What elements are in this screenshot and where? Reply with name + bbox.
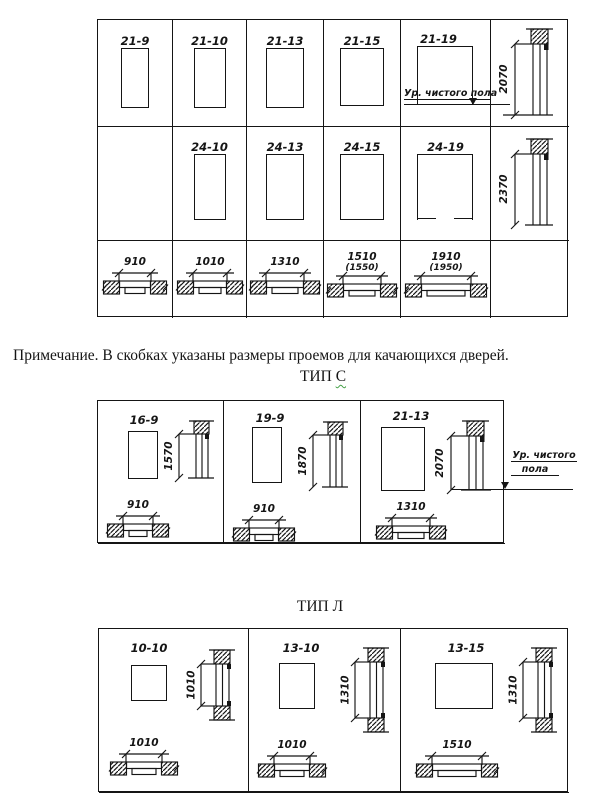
door-size-label: 21-10 xyxy=(191,34,228,48)
dim-text: 2370 xyxy=(498,174,510,204)
door-cell-21-15 xyxy=(324,20,401,127)
vertical-section-drawing xyxy=(185,647,239,723)
door-cell-24-13 xyxy=(247,127,324,241)
vertical-section-drawing xyxy=(498,26,557,122)
section-cell-2370 xyxy=(491,127,569,241)
door-opening-rect-open xyxy=(417,154,473,220)
dim-text: 1910 xyxy=(431,251,461,263)
heading-letter-squiggle: С xyxy=(335,368,347,385)
floor-level-note-line1: Ур. чистого xyxy=(512,450,576,461)
door-cell-24-15 xyxy=(324,127,401,241)
vertical-section-drawing xyxy=(339,645,393,735)
plan-view-drawing xyxy=(415,737,499,781)
dim-text: 910 xyxy=(124,256,146,268)
plan-view-drawing xyxy=(404,250,488,302)
dim-text: 1310 xyxy=(339,675,352,705)
door-types-table xyxy=(97,19,568,317)
dim-text: 910 xyxy=(127,499,149,511)
door-size-label: 21-9 xyxy=(120,34,150,48)
door-size-label: 24-15 xyxy=(343,140,381,154)
door-size-label: 24-10 xyxy=(191,140,228,154)
door-rect-bottom-segment xyxy=(454,218,473,219)
door-opening-rect xyxy=(194,154,226,220)
door-opening-rect xyxy=(340,154,384,220)
note-text: Примечание. В скобках указаны размеры проемов для качающихся дверей. xyxy=(13,347,509,364)
door-size-label: 21-15 xyxy=(343,34,381,48)
door-size-label: 21-19 xyxy=(420,32,457,46)
door-size-label: 16-9 xyxy=(129,413,159,427)
door-size-label: 24-13 xyxy=(266,140,304,154)
door-cell-21-19 xyxy=(401,20,498,127)
door-cell-21-13 xyxy=(247,20,324,127)
door-cell-24-19 xyxy=(401,127,491,241)
empty-cell xyxy=(491,241,569,318)
dim-text: 1010 xyxy=(185,670,198,700)
floor-level-note-line2: пола xyxy=(511,464,559,476)
door-cell-21-10 xyxy=(173,20,247,127)
type-s-table xyxy=(97,400,504,543)
floor-line xyxy=(404,104,510,105)
door-opening-rect xyxy=(266,48,304,108)
door-opening-rect xyxy=(340,48,384,106)
dim-text: 1010 xyxy=(277,739,307,751)
plan-cell-910 xyxy=(98,241,173,318)
door-opening-rect xyxy=(128,431,158,479)
opening-rect xyxy=(279,663,315,709)
opening-rect xyxy=(435,663,493,709)
plan-view-drawing xyxy=(249,254,321,298)
door-cell-24-10 xyxy=(173,127,247,241)
door-rect-bottom-segment xyxy=(417,218,436,219)
door-size-label: 13-15 xyxy=(447,641,485,655)
plan-view-drawing xyxy=(176,254,244,298)
dim-text: 1570 xyxy=(163,441,175,471)
dim-text: 2070 xyxy=(434,448,446,478)
vertical-section-drawing xyxy=(434,418,493,496)
door-cell-21-9 xyxy=(98,20,173,127)
dim-text: 910 xyxy=(253,503,275,515)
dim-text: 2070 xyxy=(498,64,510,94)
dim-text: 1310 xyxy=(396,501,426,513)
door-size-label: 10-10 xyxy=(130,641,168,655)
plan-view-drawing xyxy=(232,501,296,545)
dim-text: 1870 xyxy=(297,446,309,476)
door-size-label: 21-13 xyxy=(392,409,430,423)
type-s-cell-16-9 xyxy=(98,401,224,544)
dim-text: 1510 xyxy=(347,251,377,263)
vertical-section-drawing xyxy=(507,645,561,735)
door-size-label: 24-19 xyxy=(427,140,464,154)
door-opening-rect xyxy=(381,427,425,491)
dim-text: 1010 xyxy=(129,737,159,749)
plan-cell-1910 xyxy=(401,241,491,318)
plan-view-drawing xyxy=(326,250,398,302)
dim-alt-text: (1950) xyxy=(429,263,463,273)
plan-view-drawing xyxy=(102,254,168,298)
dim-text: 1310 xyxy=(270,256,300,268)
heading-prefix: ТИП xyxy=(299,368,336,385)
type-l-cell-13-15 xyxy=(401,629,569,793)
floor-level-note: Ур. чистого пола xyxy=(404,88,498,99)
type-s-cell-19-9 xyxy=(224,401,361,544)
plan-view-drawing xyxy=(375,499,447,543)
dim-alt-text: (1550) xyxy=(345,263,379,273)
door-size-label: 19-9 xyxy=(255,411,285,425)
plan-cell-1510 xyxy=(324,241,401,318)
section-cell-2070 xyxy=(491,20,569,127)
opening-rect xyxy=(131,665,167,701)
vertical-section-drawing xyxy=(163,418,218,484)
door-opening-rect xyxy=(121,48,149,108)
plan-view-drawing xyxy=(106,497,170,541)
vertical-section-drawing xyxy=(498,136,557,232)
vertical-section-drawing xyxy=(297,419,352,493)
door-size-label: 13-10 xyxy=(282,641,320,655)
plan-cell-1310 xyxy=(247,241,324,318)
plan-view-drawing xyxy=(109,735,179,779)
plan-view-drawing xyxy=(257,737,327,781)
type-l-cell-13-10 xyxy=(249,629,401,793)
door-size-label: 21-13 xyxy=(266,34,304,48)
type-s-cell-21-13 xyxy=(361,401,505,544)
door-opening-rect xyxy=(266,154,304,220)
type-l-cell-10-10 xyxy=(99,629,249,793)
plan-cell-1010 xyxy=(173,241,247,318)
floor-line xyxy=(452,489,573,490)
dim-text: 1310 xyxy=(507,675,520,705)
type-l-table xyxy=(98,628,568,792)
dim-text: 1510 xyxy=(442,739,472,751)
door-opening-rect xyxy=(194,48,226,108)
empty-cell xyxy=(98,127,173,241)
type-s-heading xyxy=(0,368,612,386)
dim-text: 1010 xyxy=(195,256,225,268)
door-opening-rect xyxy=(252,427,282,483)
type-l-heading: ТИП Л xyxy=(296,598,344,615)
